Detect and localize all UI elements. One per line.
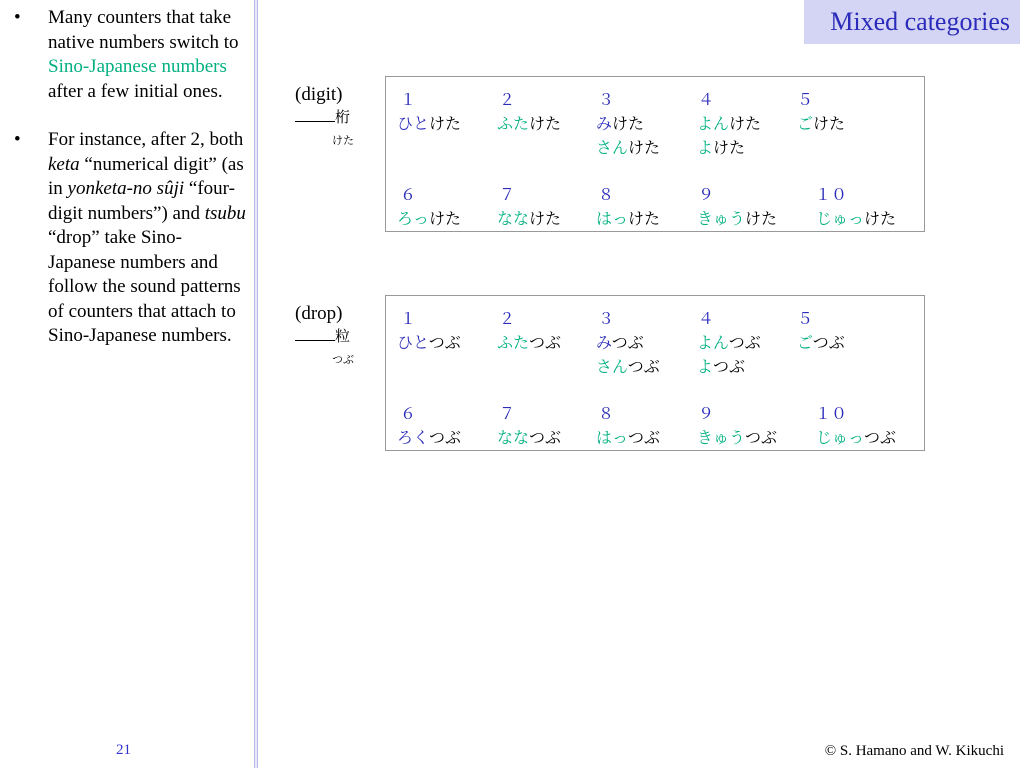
bullet-text: “four-digit numbers”) and xyxy=(48,178,235,224)
number-cell: １０ xyxy=(815,404,848,423)
number-cell: ４ xyxy=(698,309,715,328)
drop-furigana: つぶ xyxy=(332,353,354,366)
counter-form-3-alt: さんけた xyxy=(596,138,661,157)
bullet-list xyxy=(14,6,246,373)
counter-form-5: ごけた xyxy=(797,114,846,133)
counter-form-9: きゅうつぶ xyxy=(697,428,778,447)
counter-form-10: じゅっけた xyxy=(816,209,897,228)
drop-label-block xyxy=(295,303,350,347)
counter-form-2: ふたつぶ xyxy=(497,333,562,352)
counter-form-5: ごつぶ xyxy=(797,333,845,352)
title-banner xyxy=(804,0,1020,44)
counter-form-7: ななけた xyxy=(497,209,562,228)
number-cell: ３ xyxy=(598,90,615,109)
bullet-text: For instance, after 2, both xyxy=(48,129,244,150)
counter-form-9: きゅうけた xyxy=(697,209,778,228)
number-cell: １ xyxy=(400,90,417,109)
counter-form-4: よんけた xyxy=(697,114,762,133)
counter-form-4: よんつぶ xyxy=(697,333,761,352)
number-cell: ５ xyxy=(797,90,814,109)
blank-line xyxy=(295,326,335,341)
slide-number: 21 xyxy=(116,742,131,758)
number-cell: ９ xyxy=(698,404,715,423)
bullet-marker: • xyxy=(14,7,21,28)
digit-furigana: けた xyxy=(332,134,354,147)
number-cell: ８ xyxy=(598,185,615,204)
digit-table xyxy=(385,76,925,232)
counter-form-7: ななつぶ xyxy=(497,428,562,447)
drop-counter xyxy=(295,325,350,347)
panel-divider xyxy=(254,0,258,768)
sino-japanese-highlight: Sino-Japanese numbers xyxy=(48,56,227,77)
number-cell: ７ xyxy=(499,185,516,204)
counter-form-6: ろくつぶ xyxy=(397,428,462,447)
digit-label: (digit) xyxy=(295,84,343,105)
bullet-text: Many counters that take native numbers switch to xyxy=(48,7,239,53)
bullet-panel xyxy=(0,0,252,768)
counter-form-3-alt: さんつぶ xyxy=(596,357,660,376)
copyright-notice: © S. Hamano and W. Kikuchi xyxy=(824,743,1004,759)
counter-form-8: はっつぶ xyxy=(596,428,661,447)
bullet-marker: • xyxy=(14,129,21,150)
number-cell: ８ xyxy=(598,404,615,423)
digit-kanji: 桁 xyxy=(335,108,351,126)
number-cell: １０ xyxy=(815,185,848,204)
drop-kanji: 粒 xyxy=(335,327,351,345)
slide-title: Mixed categories xyxy=(830,7,1010,36)
term-keta: keta xyxy=(48,153,80,175)
counter-form-8: はっけた xyxy=(596,209,661,228)
counter-form-6: ろっけた xyxy=(397,209,462,228)
term-tsubu: tsubu xyxy=(204,202,246,224)
number-cell: ６ xyxy=(400,185,417,204)
digit-counter xyxy=(295,106,350,128)
drop-table xyxy=(385,295,925,451)
term-yonketa: yonketa-no sûji xyxy=(67,178,185,199)
number-cell: ６ xyxy=(400,404,417,423)
number-cell: ７ xyxy=(499,404,516,423)
counter-form-2: ふたけた xyxy=(497,114,562,133)
counter-form-4-alt: よけた xyxy=(697,138,746,157)
counter-form-4-alt: よつぶ xyxy=(697,357,746,376)
number-cell: ４ xyxy=(698,90,715,109)
number-cell: ９ xyxy=(698,185,715,204)
counter-form-3: みつぶ xyxy=(596,333,644,352)
digit-label-block xyxy=(295,84,350,128)
number-cell: ３ xyxy=(598,309,615,328)
number-cell: ２ xyxy=(499,90,516,109)
counter-form-1: ひとつぶ xyxy=(397,333,461,352)
bullet-text: “drop” take Sino-Japanese numbers and follow the sound patterns of counters that attach to Sino-Japanese numbers. xyxy=(48,227,241,346)
bullet-text: after a few initial ones. xyxy=(48,80,223,102)
counter-form-1: ひとけた xyxy=(397,114,462,133)
bullet-item-2 xyxy=(14,128,246,349)
bullet-text: “numerical digit” (as in xyxy=(48,153,244,199)
number-cell: ５ xyxy=(797,309,814,328)
counter-form-10: じゅっつぶ xyxy=(816,428,897,447)
number-cell: ２ xyxy=(499,309,516,328)
bullet-item-1 xyxy=(14,6,246,104)
counter-form-3: みけた xyxy=(596,114,645,133)
number-cell: １ xyxy=(400,309,417,328)
blank-line xyxy=(295,107,335,122)
drop-label: (drop) xyxy=(295,303,343,324)
